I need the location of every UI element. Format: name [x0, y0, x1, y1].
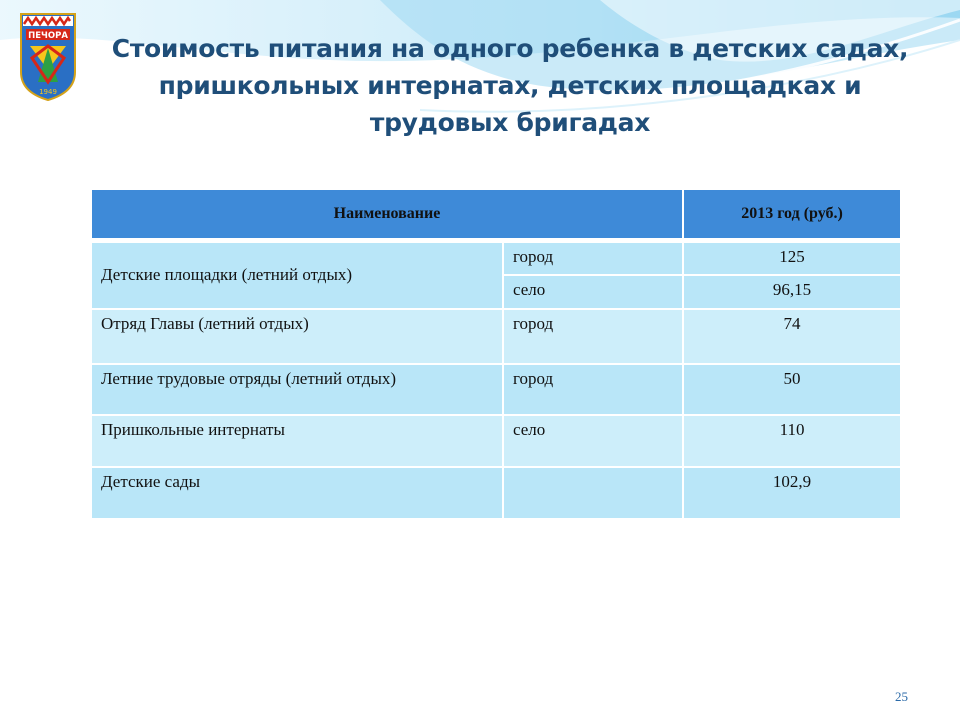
table-header-row [91, 189, 901, 241]
row-name: Пришкольные интернаты [91, 415, 503, 467]
row-place: село [503, 275, 683, 309]
header-year: 2013 год (руб.) [683, 189, 901, 241]
row-value: 50 [683, 364, 901, 415]
emblem-label: ПЕЧОРА [28, 31, 68, 41]
emblem-year: 1949 [39, 88, 57, 96]
row-place [503, 467, 683, 519]
row-place: город [503, 364, 683, 415]
nutrition-cost-table [90, 188, 902, 520]
city-emblem [18, 10, 78, 102]
row-place: город [503, 309, 683, 364]
row-place: город [503, 241, 683, 275]
slide-title: Стоимость питания на одного ребенка в детских садах, пришкольных интернатах, детских площадках и трудовых бригадах [111, 34, 909, 137]
row-name: Отряд Главы (летний отдых) [91, 309, 503, 364]
table-row [91, 309, 901, 364]
row-value: 102,9 [683, 467, 901, 519]
header-name: Наименование [91, 189, 683, 241]
row-name: Летние трудовые отряды (летний отдых) [91, 364, 503, 415]
row-value: 110 [683, 415, 901, 467]
table-row [91, 415, 901, 467]
row-name: Детские площадки (летний отдых) [91, 241, 503, 309]
row-place: село [503, 415, 683, 467]
row-value: 125 [683, 241, 901, 275]
table-row [91, 467, 901, 519]
table-row [91, 364, 901, 415]
row-name: Детские сады [91, 467, 503, 519]
page-number: 25 [895, 689, 908, 704]
table-row [91, 241, 901, 275]
row-value: 96,15 [683, 275, 901, 309]
row-value: 74 [683, 309, 901, 364]
